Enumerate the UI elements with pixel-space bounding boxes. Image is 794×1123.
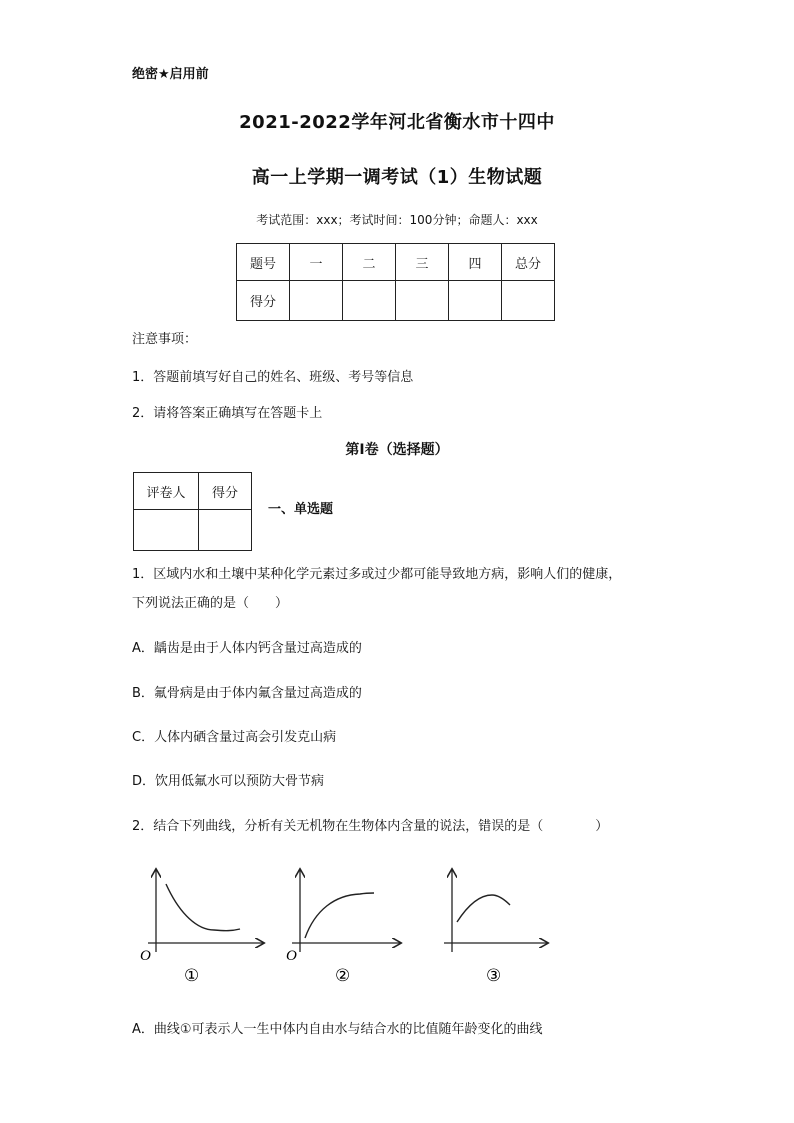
- score-table: [236, 243, 555, 321]
- question-2-option-a: A．曲线①可表示人一生中体内自由水与结合水的比值随年龄变化的曲线: [132, 1022, 543, 1037]
- grader-score-label: 得分: [199, 473, 252, 510]
- curve-label-1: ①: [184, 966, 200, 986]
- question-1-option-a: A．龋齿是由于人体内钙含量过高造成的: [132, 641, 362, 656]
- score-table-header-row: [237, 244, 555, 281]
- score-header-cell: 一: [290, 244, 343, 281]
- question-1-option-b: B．氟骨病是由于体内氟含量过高造成的: [132, 686, 362, 701]
- score-row-label: 得分: [237, 281, 290, 321]
- confidential-label: 绝密★启用前: [132, 67, 209, 82]
- score-cell[interactable]: [343, 281, 396, 321]
- curve-figure: [130, 860, 560, 990]
- origin-label: O: [286, 948, 297, 964]
- question-1-stem-line1: 1．区域内水和土壤中某种化学元素过多或过少都可能导致地方病，影响人们的健康，: [132, 567, 622, 582]
- curve-label-3: ③: [486, 966, 502, 986]
- grader-table: [133, 472, 252, 551]
- score-cell[interactable]: [290, 281, 343, 321]
- notes-title: 注意事项：: [132, 332, 198, 347]
- note-item: 1．答题前填写好自己的姓名、班级、考号等信息: [132, 370, 414, 385]
- grader-reviewer-cell[interactable]: [134, 510, 199, 551]
- score-header-cell: 二: [343, 244, 396, 281]
- score-header-cell: 四: [449, 244, 502, 281]
- exam-title-line2: 高一上学期一调考试（1）生物试题: [251, 167, 543, 188]
- score-header-cell: 题号: [237, 244, 290, 281]
- score-header-cell: 三: [396, 244, 449, 281]
- graph-3: [444, 870, 547, 986]
- question-2-stem: 2．结合下列曲线，分析有关无机物在生物体内含量的说法，错误的是（ ）: [132, 819, 609, 834]
- note-item: 2．请将答案正确填写在答题卡上: [132, 406, 323, 421]
- part-title: 一、单选题: [268, 502, 334, 517]
- curve-2: [305, 893, 374, 938]
- score-cell[interactable]: [502, 281, 555, 321]
- question-1-option-d: D．饮用低氟水可以预防大骨节病: [132, 774, 325, 789]
- curve-3: [457, 895, 510, 922]
- score-header-cell: 总分: [502, 244, 555, 281]
- grader-score-cell[interactable]: [199, 510, 252, 551]
- graph-2: [286, 870, 400, 986]
- grader-reviewer-label: 评卷人: [134, 473, 199, 510]
- curve-1: [166, 884, 240, 931]
- question-1-stem-line2: 下列说法正确的是（ ）: [132, 596, 289, 611]
- exam-title-line1: 2021-2022学年河北省衡水市十四中: [239, 112, 555, 133]
- section-title: 第I卷（选择题）: [345, 442, 449, 458]
- curve-label-2: ②: [335, 966, 351, 986]
- graph-1: [140, 870, 263, 986]
- origin-label: O: [140, 948, 151, 964]
- score-cell[interactable]: [449, 281, 502, 321]
- question-1-option-c: C．人体内硒含量过高会引发克山病: [132, 730, 337, 745]
- score-cell[interactable]: [396, 281, 449, 321]
- exam-info: 考试范围：xxx；考试时间：100分钟；命题人：xxx: [256, 213, 538, 227]
- score-table-score-row: [237, 281, 555, 321]
